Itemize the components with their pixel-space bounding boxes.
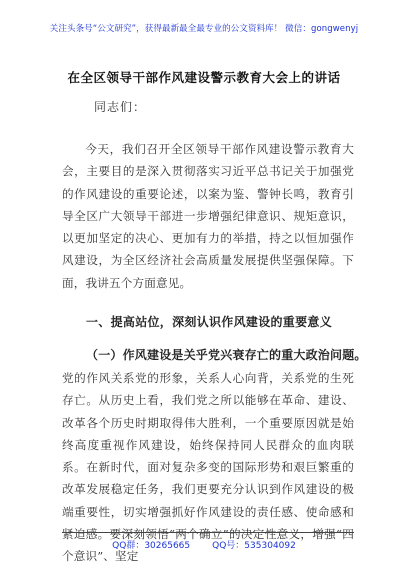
footer-contact <box>0 538 408 551</box>
opening-paragraph: 今天，我们召开全区领导干部作风建设警示教育大会，主要目的是深入贯彻落实习近平总书记关于加强党的作风建设的重要论述，以案为鉴、警钟长鸣，教育引导全区广大领导干部进一步增强纪律意识、规矩意识，以更加坚定的决心、更加有力的举措，持之以恒加强作风建设，为全区经济社会高质量发展提供坚强保障。下面，我讲五个方面意见。 <box>62 142 354 290</box>
header-promo-banner: 关注头条号“公文研究”，获得最新最全最专业的公文资料库！ 微信：gongwenyj <box>49 24 359 34</box>
salutation: 同志们： <box>94 100 147 114</box>
footer-qq-group: QQ群：30265665 <box>112 541 191 551</box>
subsection-heading-1: （一）作风建设是关乎党兴衰存亡的重大政治问题。 <box>86 348 367 362</box>
body-paragraph-2: 党的作风关系党的形象，关系人心向背，关系党的生死存亡。从历史上看，我们党之所以能够在革命、建设、改革各个历史时期取得伟大胜利，一个重要原因就是始终高度重视作风建设，始终保持同人民群众的血肉联系。在新时代，面对复杂多变的国际形势和艰巨繁重的改革发展稳定任务，我们更要充分认识到作风建设的极端重要性，切实增强抓好作风建设的责任感、使命感和紧迫感。要深刻领悟“两个确立”的决定性意义，增强“四个意识”、坚定 <box>62 371 354 564</box>
section-heading-1: 一、提高站位，深刻认识作风建设的重要意义 <box>86 315 333 329</box>
footer-divider <box>62 532 354 533</box>
footer-qq-number: QQ号：535304092 <box>212 541 296 551</box>
document-title: 在全区领导干部作风建设警示教育大会上的讲话 <box>67 70 341 85</box>
